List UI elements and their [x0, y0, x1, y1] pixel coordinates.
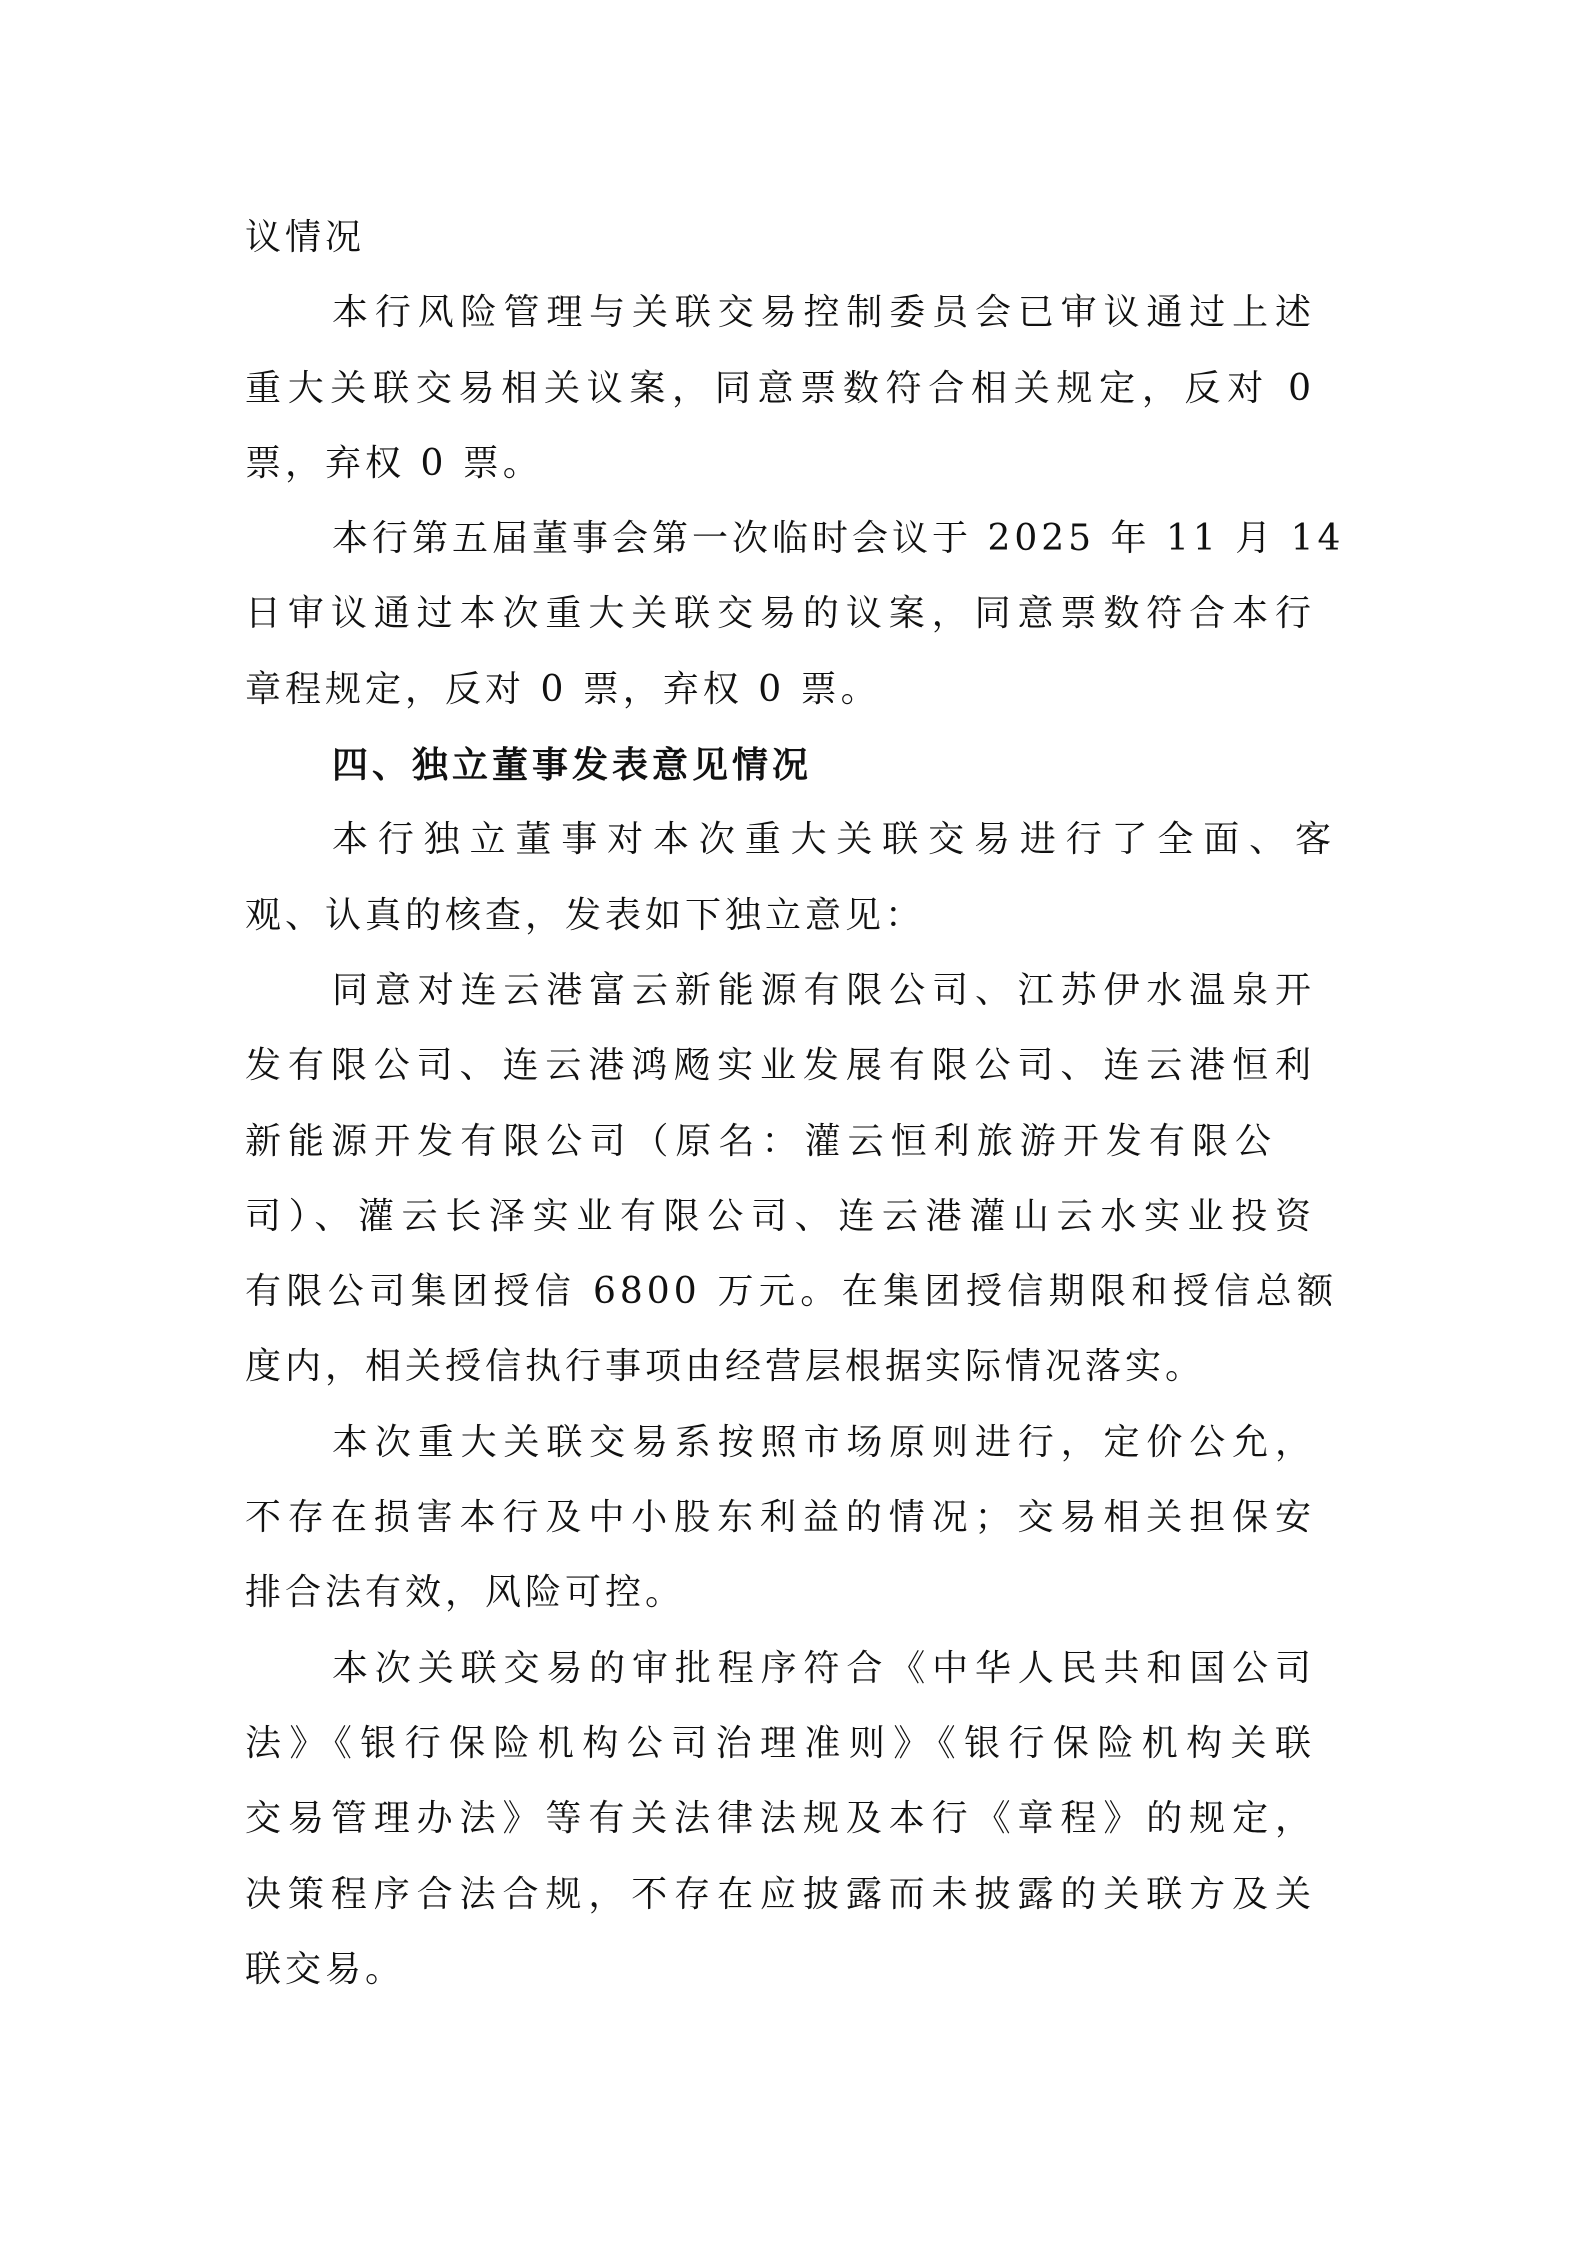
- paragraph-line: 排合法有效，风险可控。: [245, 1572, 686, 1614]
- paragraph-line: 同意对连云港富云新能源有限公司、江苏伊水温泉开: [332, 969, 1315, 1011]
- paragraph-line: 联交易。: [245, 1948, 406, 1990]
- paragraph-line: 度内，相关授信执行事项由经营层根据实际情况落实。: [245, 1346, 1206, 1388]
- text-line: 议情况: [245, 217, 366, 258]
- paragraph-line: 新能源开发有限公司（原名：灌云恒利旅游开发有限公: [245, 1120, 1275, 1162]
- paragraph-line: 决策程序合法合规，不存在应披露而未披露的关联方及关: [245, 1873, 1315, 1915]
- paragraph-line: 票，弃权 0 票。: [245, 442, 543, 484]
- paragraph-line: 本行独立董事对本次重大关联交易进行了全面、客: [332, 819, 1335, 861]
- paragraph-line: 有限公司集团授信 6800 万元。在集团授信期限和授信总额: [245, 1271, 1337, 1313]
- paragraph-line: 日审议通过本次重大关联交易的议案，同意票数符合本行: [245, 593, 1315, 635]
- paragraph-line: 本行风险管理与关联交易控制委员会已审议通过上述: [332, 292, 1315, 334]
- paragraph-line: 司）、灌云长泽实业有限公司、连云港灌山云水实业投资: [245, 1195, 1315, 1237]
- paragraph-line: 法》《银行保险机构公司治理准则》《银行保险机构关联: [245, 1722, 1315, 1764]
- document-page: [245, 212, 1345, 2019]
- paragraph-line: 观、认真的核查，发表如下独立意见：: [245, 894, 926, 936]
- paragraph-line: 重大关联交易相关议案，同意票数符合相关规定，反对 0: [245, 367, 1315, 409]
- paragraph-line: 不存在损害本行及中小股东利益的情况；交易相关担保安: [245, 1497, 1315, 1539]
- paragraph-line: 章程规定，反对 0 票，弃权 0 票。: [245, 668, 881, 710]
- paragraph-line: 本次重大关联交易系按照市场原则进行，定价公允，: [332, 1421, 1315, 1463]
- paragraph-line: 本次关联交易的审批程序符合《中华人民共和国公司: [332, 1647, 1315, 1689]
- paragraph-line: 交易管理办法》等有关法律法规及本行《章程》的规定，: [245, 1798, 1315, 1840]
- section-heading: 四、独立董事发表意见情况: [332, 744, 813, 787]
- paragraph-line: 本行第五届董事会第一次临时会议于 2025 年 11 月 14: [332, 518, 1345, 560]
- paragraph-line: 发有限公司、连云港鸿飏实业发展有限公司、连云港恒利: [245, 1045, 1315, 1087]
